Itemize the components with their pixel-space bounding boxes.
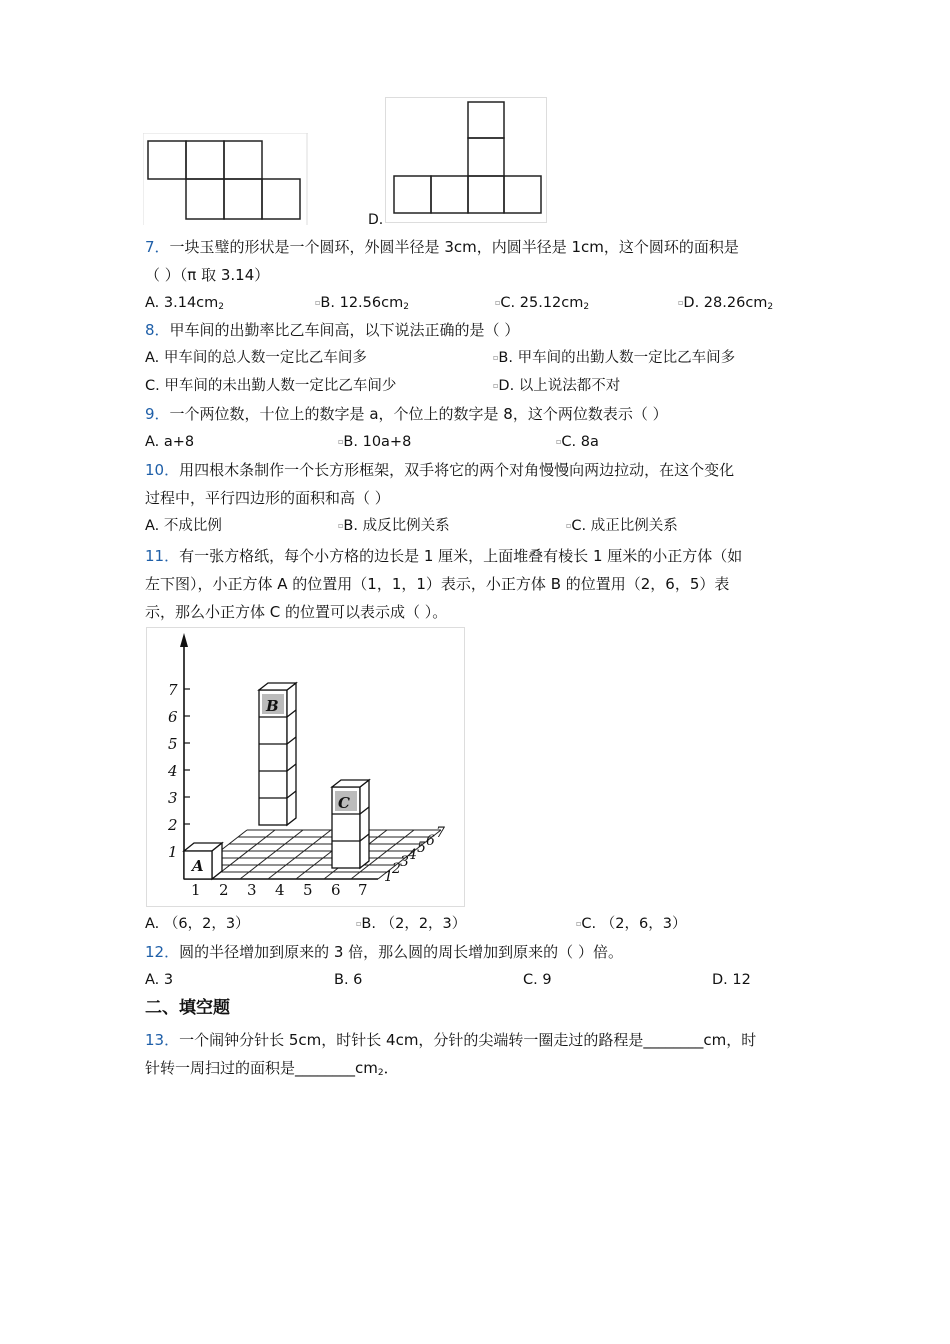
q8-text: 甲车间的出勤率比乙车间高，以下说法正确的是（ ） <box>169 321 520 339</box>
q11-number: 11． <box>145 547 180 565</box>
q10-text: 用四根木条制作一个长方形框架，双手将它的两个对角慢慢向两边拉动，在这个变化 <box>179 461 735 479</box>
z-tick-4: 4 <box>408 847 417 863</box>
x-tick-1: 1 <box>191 881 201 899</box>
z-tick-1: 1 <box>384 869 393 885</box>
q9-number: 9． <box>145 405 170 423</box>
q12-option-c[interactable]: C. 9 <box>523 972 552 988</box>
q13-text: 一个闹钟分针长 5cm，时针长 4cm，分针的尖端转一圈走过的路程是________cm，时 <box>179 1031 757 1049</box>
y-tick-4: 4 <box>168 762 178 780</box>
q10-number: 10． <box>145 461 180 479</box>
section-title-fill-in: 二、填空题 <box>145 998 230 1018</box>
q8-option-a[interactable]: A. 甲车间的总人数一定比乙车间多 <box>145 350 367 366</box>
x-tick-6: 6 <box>331 881 341 899</box>
q12-number: 12． <box>145 943 180 961</box>
q7-option-a[interactable]: A. $3.14cm_2$ <box>145 295 224 312</box>
option-d-label: D. <box>368 212 384 228</box>
q10-option-b[interactable]: ▫B. 成反比例关系 <box>338 518 450 534</box>
q11-stem-line2: 左下图），小正方体 A 的位置用（1，1，1）表示，小正方体 B 的位置用（2，6，5）表 <box>145 575 730 593</box>
q13-stem-line1 <box>145 1030 756 1050</box>
x-tick-3: 3 <box>247 881 257 899</box>
q9-option-a[interactable]: A. a+8 <box>145 434 195 450</box>
q7-stem-line1 <box>145 237 739 257</box>
q8-option-d[interactable]: ▫D. 以上说法都不对 <box>493 378 621 394</box>
q11-text: 有一张方格纸，每个小方格的边长是 1 厘米，上面堆叠有棱长 1 厘米的小正方体（如 <box>179 547 743 565</box>
q11-option-a[interactable]: A. （6，2，3） <box>145 916 250 932</box>
cube-b-label: B <box>266 697 279 715</box>
y-tick-3: 3 <box>168 789 178 807</box>
z-tick-6: 6 <box>426 833 435 849</box>
q10-option-c[interactable]: ▫C. 成正比例关系 <box>566 518 678 534</box>
net-figure-d <box>385 97 547 223</box>
y-tick-7: 7 <box>168 681 178 699</box>
q9-text: 一个两位数，十位上的数字是 a，个位上的数字是 8，这个两位数表示（ ） <box>169 405 668 423</box>
q8-stem <box>145 320 519 340</box>
cube-a-label: A <box>192 857 204 875</box>
q7-option-c[interactable]: ▫C. $25.12cm_2$ <box>495 295 590 312</box>
q7-stem-line2: （ ）（π 取 3.14） <box>145 266 270 284</box>
x-tick-7: 7 <box>358 881 368 899</box>
q7-option-d[interactable]: ▫D. $28.26cm_2$ <box>678 295 774 312</box>
q12-option-d[interactable]: D. 12 <box>712 972 751 988</box>
cube-c-label: C <box>338 794 350 812</box>
q13-number: 13． <box>145 1031 180 1049</box>
cube-stack-figure <box>146 627 466 907</box>
q8-option-c[interactable]: C. 甲车间的未出勤人数一定比乙车间少 <box>145 378 397 394</box>
y-tick-6: 6 <box>168 708 178 726</box>
z-tick-3: 3 <box>400 854 409 870</box>
q11-stem-line3: 示，那么小正方体 C 的位置可以表示成（ ）。 <box>145 603 448 621</box>
q8-number: 8． <box>145 321 170 339</box>
z-tick-7: 7 <box>436 825 445 841</box>
q7-option-b[interactable]: ▫B. $12.56cm_2$ <box>315 295 409 312</box>
q9-option-b[interactable]: ▫B. 10a+8 <box>338 434 412 450</box>
y-axis-arrow <box>180 633 188 647</box>
z-tick-2: 2 <box>392 861 401 877</box>
q9-stem <box>145 404 668 424</box>
q9-option-c[interactable]: ▫C. 8a <box>556 434 599 450</box>
x-tick-4: 4 <box>275 881 285 899</box>
net-figure-c <box>143 133 308 225</box>
z-tick-5: 5 <box>417 840 426 856</box>
y-tick-5: 5 <box>168 735 178 753</box>
y-tick-1: 1 <box>168 843 178 861</box>
q10-stem-line1 <box>145 460 734 480</box>
q11-option-b[interactable]: ▫B. （2，2，3） <box>356 916 467 932</box>
q12-stem <box>145 942 623 962</box>
q12-option-b[interactable]: B. 6 <box>334 972 363 988</box>
q11-option-c[interactable]: ▫C. （2，6，3） <box>576 916 687 932</box>
q10-stem-line2: 过程中，平行四边形的面积和高（ ） <box>145 489 390 507</box>
q13-stem-line2: 针转一周扫过的面积是$\_\_\_\_\_\_\_\_cm_2$． <box>145 1059 399 1078</box>
y-tick-2: 2 <box>168 816 178 834</box>
q10-option-a[interactable]: A. 不成比例 <box>145 518 222 534</box>
q12-option-a[interactable]: A. 3 <box>145 972 174 988</box>
x-tick-5: 5 <box>303 881 313 899</box>
q11-stem-line1 <box>145 546 742 566</box>
q8-option-b[interactable]: ▫B. 甲车间的出勤人数一定比乙车间多 <box>493 350 736 366</box>
x-tick-2: 2 <box>219 881 229 899</box>
q12-text: 圆的半径增加到原来的 3 倍，那么圆的周长增加到原来的（ ）倍。 <box>179 943 623 961</box>
q7-number: 7． <box>145 238 170 256</box>
q7-text: 一块玉璧的形状是一个圆环，外圆半径是 3cm，内圆半径是 1cm，这个圆环的面积是 <box>169 238 739 256</box>
